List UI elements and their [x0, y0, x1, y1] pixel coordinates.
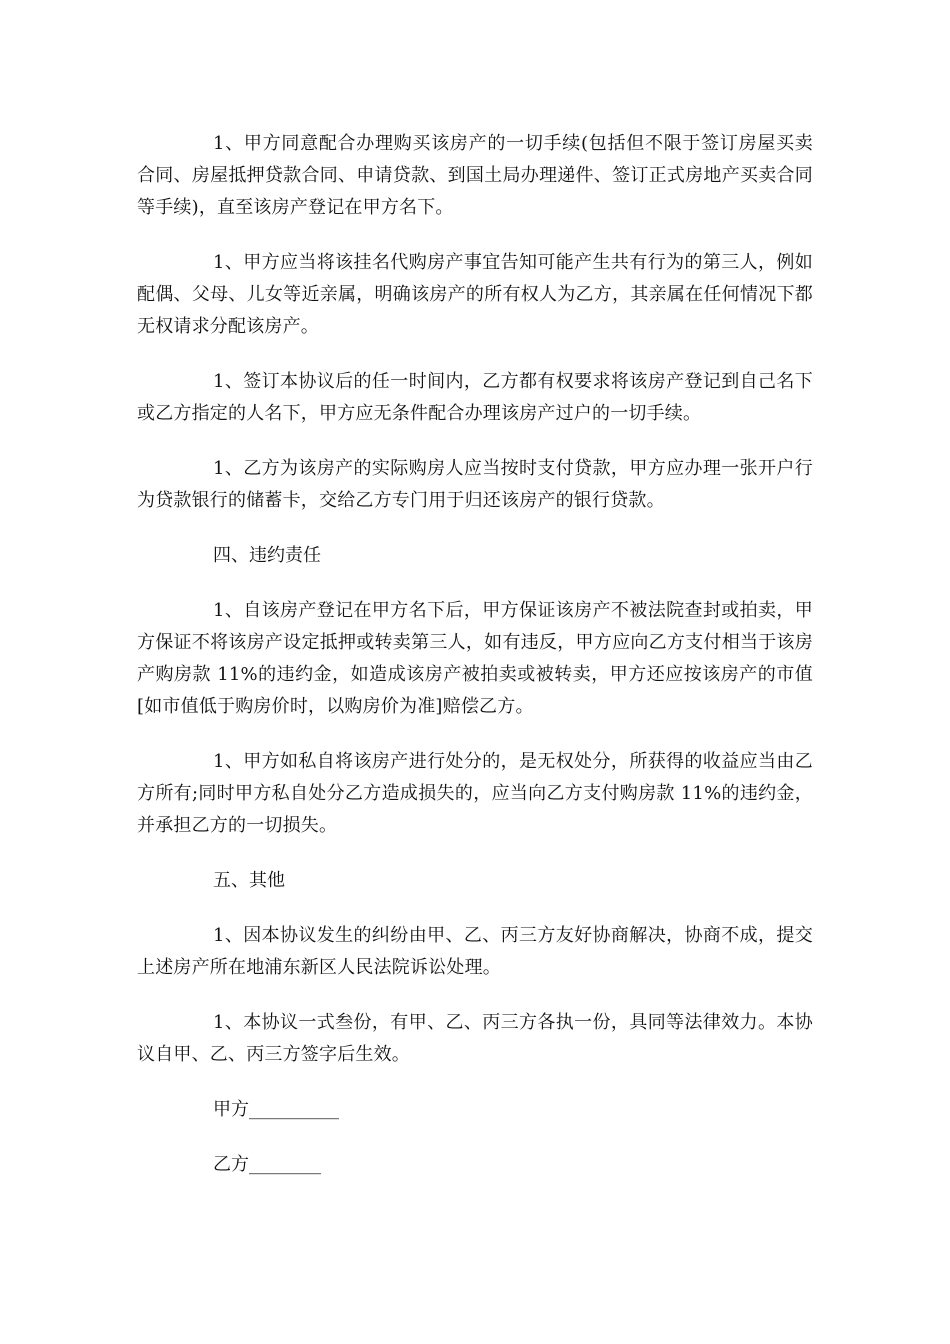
clause-unauthorized-disposal: 1、甲方如私自将该房产进行处分的，是无权处分，所获得的收益应当由乙方所有;同时甲方私自处分乙方造成损失的，应当向乙方支付购房款 11%的违约金，并承担乙方的一切损失。 [137, 751, 813, 836]
clause-loan-payment: 1、乙方为该房产的实际购房人应当按时支付贷款，甲方应办理一张开户行为贷款银行的储蓄卡，交给乙方专门用于归还该房产的银行贷款。 [137, 458, 813, 511]
signature-party-b: 乙方________ [213, 1154, 321, 1175]
section-heading-breach: 四、违约责任 [213, 545, 321, 566]
clause-no-seizure: 1、自该房产登记在甲方名下后，甲方保证该房产不被法院查封或拍卖，甲方保证不将该房产设定抵押或转卖第三人，如有违反，甲方应向乙方支付相当于该房产购房款 11%的违约金，如造成该房产被拍卖或被转卖，甲方还应按该房产的市值[如市值低于购房价时，以购房价为准]赔偿乙方。 [137, 600, 813, 717]
document-page [137, 128, 813, 1204]
clause-dispute-resolution: 1、因本协议发生的纠纷由甲、乙、丙三方友好协商解决，协商不成，提交上述房产所在地浦东新区人民法院诉讼处理。 [137, 925, 813, 978]
clause-transfer-rights: 1、签订本协议后的任一时间内，乙方都有权要求将该房产登记到自己名下或乙方指定的人名下，甲方应无条件配合办理该房产过户的一切手续。 [137, 371, 813, 424]
section-heading-other: 五、其他 [213, 870, 285, 891]
clause-notify-third-party: 1、甲方应当将该挂名代购房产事宜告知可能产生共有行为的第三人，例如配偶、父母、儿女等近亲属，明确该房产的所有权人为乙方，其亲属在任何情况下都无权请求分配该房产。 [137, 252, 813, 337]
clause-copies-effect: 1、本协议一式叁份，有甲、乙、丙三方各执一份，具同等法律效力。本协议自甲、乙、丙三方签字后生效。 [137, 1012, 813, 1065]
clause-purchase-procedures: 1、甲方同意配合办理购买该房产的一切手续(包括但不限于签订房屋买卖合同、房屋抵押贷款合同、申请贷款、到国土局办理递件、签订正式房地产买卖合同等手续)，直至该房产登记在甲方名下。 [137, 133, 813, 218]
signature-party-a: 甲方__________ [213, 1099, 339, 1120]
